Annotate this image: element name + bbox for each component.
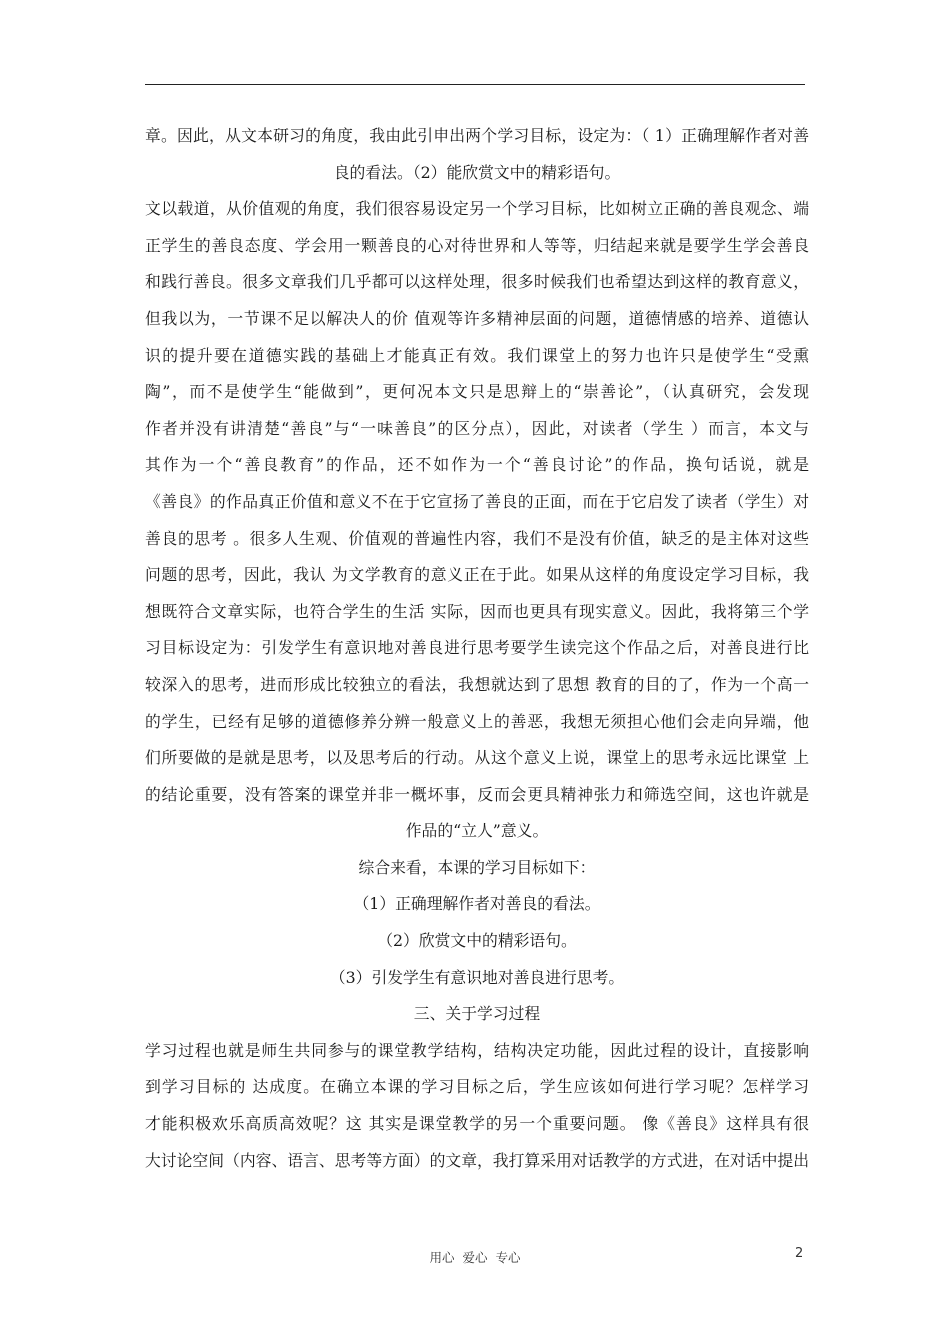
text-line: 但我以为，一节课不足以解决人的价 值观等许多精神层面的问题，道德情感的培养、道德认 bbox=[145, 308, 809, 328]
text-line: 《善良》的作品真正价值和意义不在于它宣扬了善良的正面，而在于它启发了读者（学生）对 bbox=[145, 491, 809, 511]
document-body bbox=[145, 118, 809, 1179]
page-number: 2 bbox=[795, 1246, 804, 1261]
text-line: 大讨论空间（内容、语言、思考等方面）的文章，我打算采用对话教学的方式进，在对话中提出 bbox=[145, 1150, 809, 1170]
text-line: 作者并没有讲清楚“善良”与“一味善良”的区分点），因此，对读者（学生 ）而言，本文与 bbox=[145, 418, 809, 438]
text-line: 章。因此，从文本研习的角度，我由此引申出两个学习目标，设定为：（ 1）正确理解作者对善 bbox=[145, 126, 809, 145]
text-line: （3）引发学生有意识地对善良进行思考。 bbox=[329, 967, 625, 987]
text-line: 和践行善良。很多文章我们几乎都可以这样处理，很多时候我们也希望达到这样的教育意义， bbox=[145, 272, 809, 292]
header-rule bbox=[145, 84, 805, 85]
text-line: 问题的思考，因此，我认 为文学教育的意义正在于此。如果从这样的角度设定学习目标，我 bbox=[145, 565, 809, 585]
text-line: 想既符合文章实际，也符合学生的生活 实际，因而也更具有现实意义。因此，我将第三个学 bbox=[145, 601, 809, 621]
text-line: 陶”，而不是使学生“能做到”，更何况本文只是思辩上的“崇善论”，（认真研究，会发现 bbox=[145, 382, 809, 402]
text-line: 到学习目标的 达成度。在确立本课的学习目标之后，学生应该如何进行学习呢？怎样学习 bbox=[145, 1077, 809, 1097]
text-line: 作品的“立人”意义。 bbox=[405, 821, 549, 841]
text-line: （2）欣赏文中的精彩语句。 bbox=[377, 931, 577, 951]
text-line: 良的看法。（2）能欣赏文中的精彩语句。 bbox=[333, 162, 621, 182]
text-line: 善良的思考 。很多人生观、价值观的普遍性内容，我们不是没有价值，缺乏的是主体对这些 bbox=[145, 528, 809, 548]
text-line: 综合来看，本课的学习目标如下： bbox=[358, 857, 596, 877]
text-line: 的学生，已经有足够的道德修养分辨一般意义上的善恶，我想无须担心他们会走向异端，他 bbox=[145, 711, 809, 731]
text-line: 文以载道，从价值观的角度，我们很容易设定另一个学习目标，比如树立正确的善良观念、端 bbox=[145, 199, 809, 219]
text-line: 们所要做的是就是思考，以及思考后的行动。从这个意义上说，课堂上的思考永远比课堂 上 bbox=[145, 748, 809, 768]
text-line: 的结论重要，没有答案的课堂并非一概坏事，反而会更具精神张力和筛选空间，这也许就是 bbox=[145, 784, 809, 804]
text-line: 三、关于学习过程 bbox=[413, 1004, 541, 1024]
text-line: 较深入的思考，进而形成比较独立的看法，我想就达到了思想 教育的目的了，作为一个高一 bbox=[145, 674, 809, 694]
text-line: （1）正确理解作者对善良的看法。 bbox=[353, 894, 601, 914]
text-line: 其作为一个“善良教育”的作品，还不如作为一个“善良讨论”的作品，换句话说，就是 bbox=[145, 455, 809, 475]
text-line: 识的提升要在道德实践的基础上才能真正有效。我们课堂上的努力也许只是使学生“受熏 bbox=[145, 345, 809, 365]
text-line: 才能积极欢乐高质高效呢？这 其实是课堂教学的另一个重要问题。 像《善良》这样具有很 bbox=[145, 1114, 809, 1134]
text-line: 习目标设定为：引发学生有意识地对善良进行思考要学生读完这个作品之后，对善良进行比 bbox=[145, 638, 809, 658]
text-line: 学习过程也就是师生共同参与的课堂教学结构，结构决定功能，因此过程的设计，直接影响 bbox=[145, 1040, 809, 1060]
text-line: 正学生的善良态度、学会用一颗善良的心对待世界和人等等，归结起来就是要学生学会善良 bbox=[145, 235, 809, 255]
page-footer: 用心 爱心 专心 bbox=[429, 1250, 521, 1265]
